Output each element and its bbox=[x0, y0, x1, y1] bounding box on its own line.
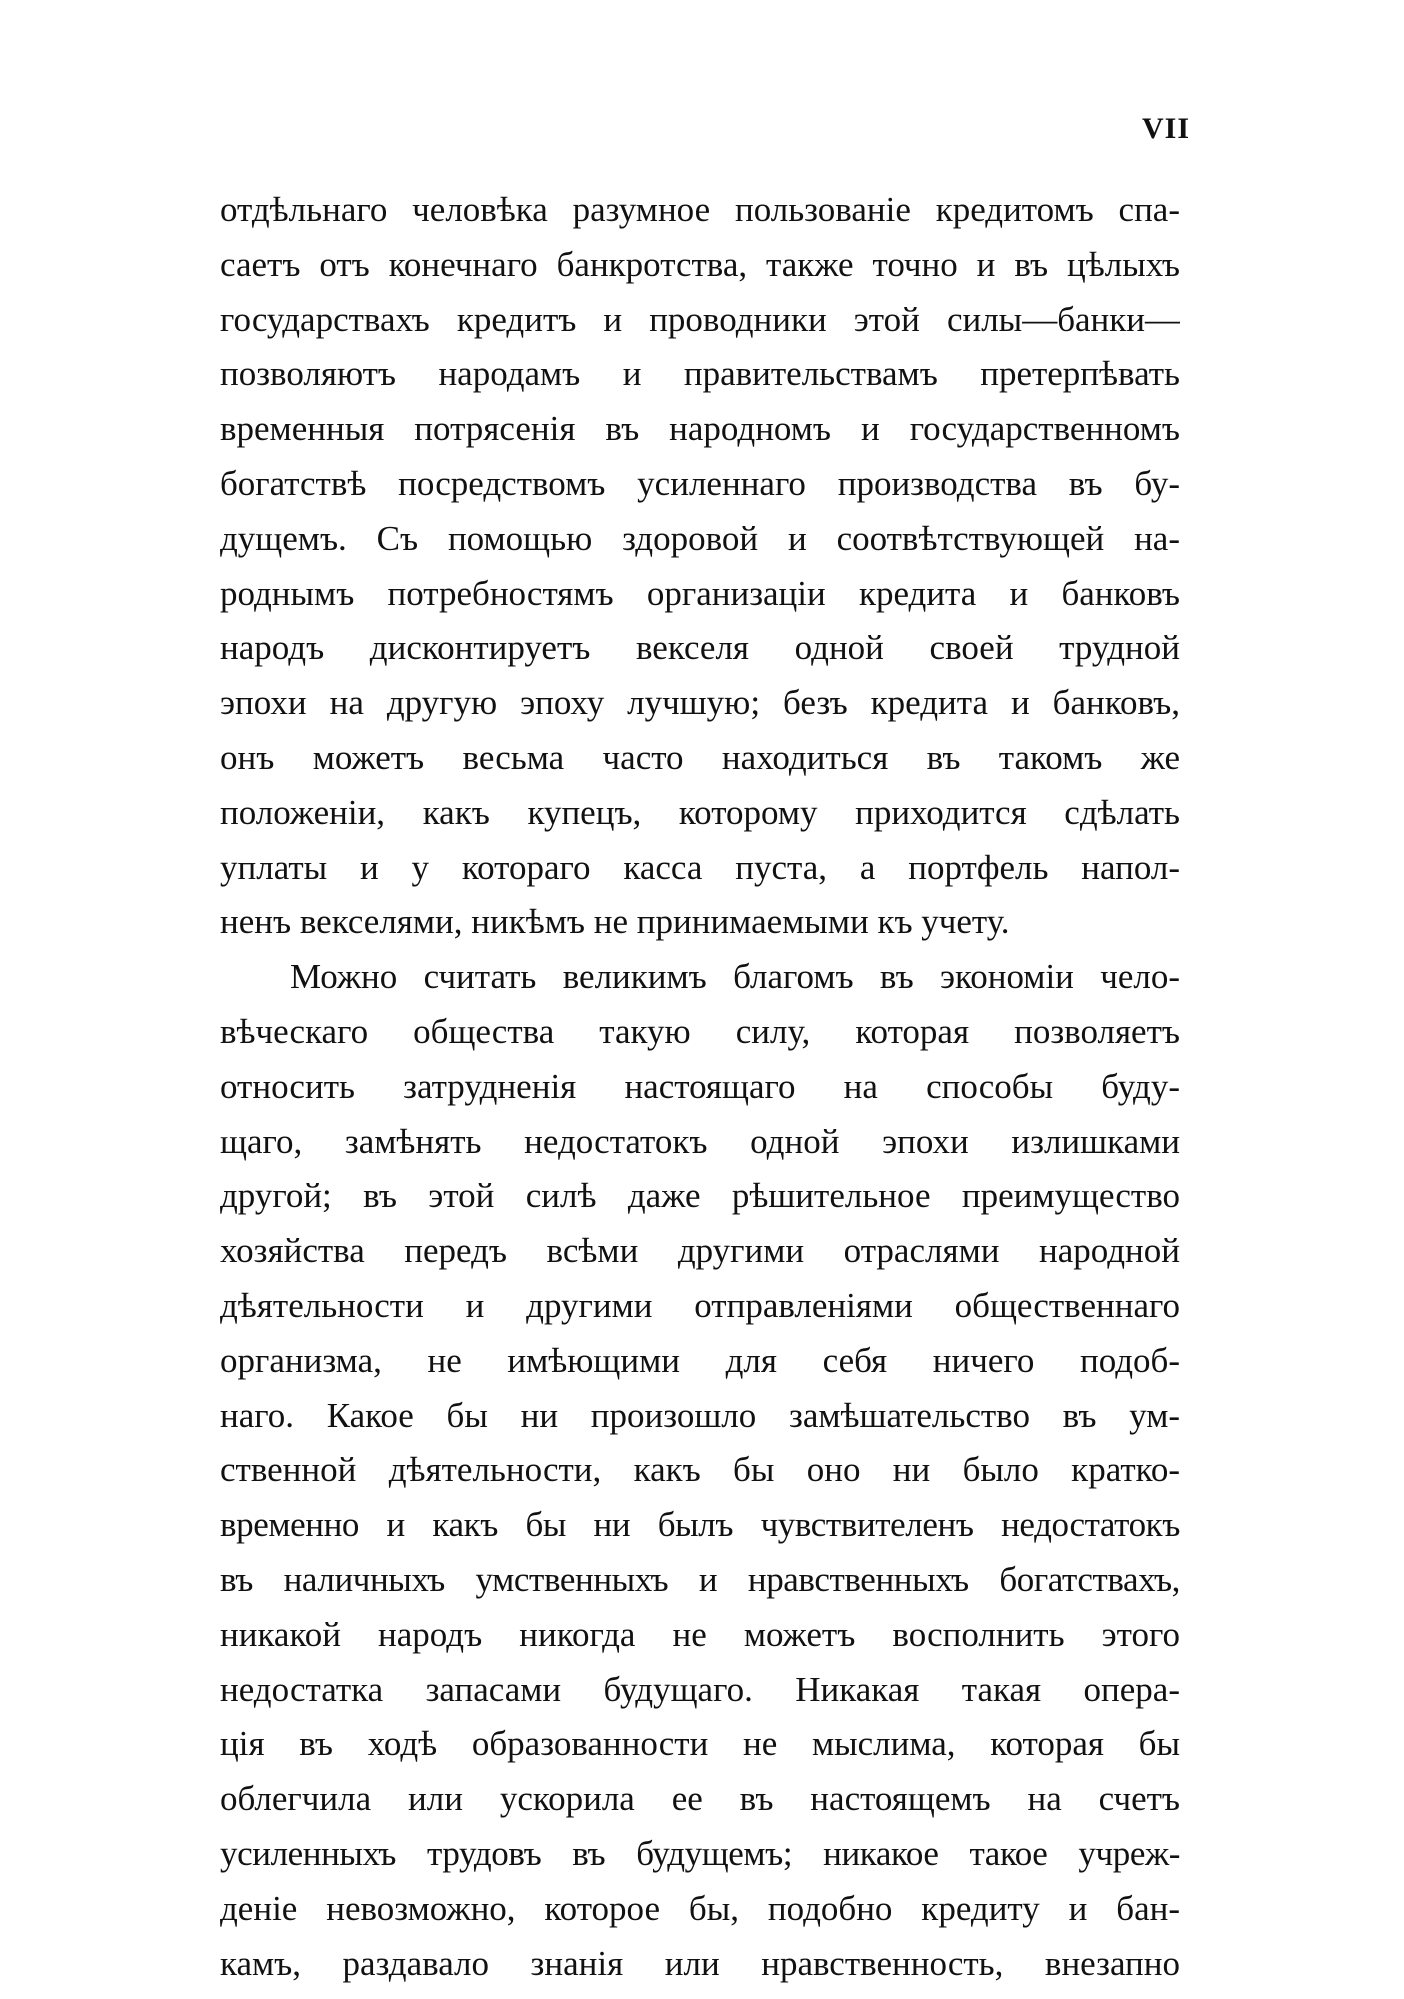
paragraph-1 bbox=[220, 183, 1180, 950]
body-text bbox=[220, 183, 1180, 1991]
text-line: государствахъ кредитъ и проводники этой силы—банки— bbox=[220, 299, 1180, 339]
text-line: организма, не имѣющими для себя ничего подоб- bbox=[220, 1340, 1180, 1380]
text-line: усиленныхъ трудовъ въ будущемъ; никакое такое учреж- bbox=[220, 1833, 1180, 1873]
text-line: никакой народъ никогда не можетъ восполнить этого bbox=[220, 1614, 1180, 1654]
text-line: богатствѣ посредствомъ усиленнаго производства въ бу- bbox=[220, 463, 1180, 503]
text-line: дущемъ. Съ помощью здоровой и соотвѣтствующей на- bbox=[220, 518, 1180, 558]
text-line: облегчила или ускорила ее въ настоящемъ на счетъ bbox=[220, 1779, 1180, 1819]
text-line: ція въ ходѣ образованности не мыслима, которая бы bbox=[220, 1724, 1180, 1764]
text-line: другой; въ этой силѣ даже рѣшительное преимущество bbox=[220, 1176, 1180, 1216]
text-line: вѣческаго общества такую силу, которая позволяетъ bbox=[220, 1011, 1180, 1051]
text-line: хозяйства передъ всѣми другими отраслями народной bbox=[220, 1231, 1180, 1271]
text-line: въ наличныхъ умственныхъ и нравственныхъ богатствахъ, bbox=[220, 1559, 1180, 1599]
text-line: щаго, замѣнять недостатокъ одной эпохи излишками bbox=[220, 1121, 1180, 1161]
text-line: временно и какъ бы ни былъ чувствителенъ недостатокъ bbox=[220, 1505, 1180, 1545]
text-line: относить затрудненія настоящаго на способы буду- bbox=[220, 1066, 1180, 1106]
text-line: камъ, раздавало знанія или нравственность, внезапно bbox=[220, 1943, 1180, 1983]
text-line: Можно считать великимъ благомъ въ экономіи чело- bbox=[290, 957, 1180, 997]
text-line: недостатка запасами будущаго. Никакая такая опера- bbox=[220, 1669, 1180, 1709]
text-line: саетъ отъ конечнаго банкротства, также точно и въ цѣлыхъ bbox=[220, 244, 1180, 284]
text-line: наго. Какое бы ни произошло замѣшательство въ ум- bbox=[220, 1395, 1180, 1435]
text-line: положеніи, какъ купецъ, которому приходится сдѣлать bbox=[220, 792, 1180, 832]
text-line: уплаты и у котораго касса пуста, а портфель напол- bbox=[220, 847, 1180, 887]
text-line: позволяютъ народамъ и правительствамъ претерпѣвать bbox=[220, 354, 1180, 394]
text-line: деніе невозможно, которое бы, подобно кредиту и бан- bbox=[220, 1888, 1180, 1928]
paragraph-2 bbox=[220, 950, 1180, 1991]
text-line: народъ дисконтируетъ векселя одной своей трудной bbox=[220, 628, 1180, 668]
text-line: дѣятельности и другими отправленіями общественнаго bbox=[220, 1285, 1180, 1325]
text-line: временныя потрясенія въ народномъ и государственномъ bbox=[220, 409, 1180, 449]
text-line: отдѣльнаго человѣка разумное пользованіе кредитомъ спа- bbox=[220, 190, 1180, 229]
text-line: эпохи на другую эпоху лучшую; безъ кредита и банковъ, bbox=[220, 683, 1180, 723]
text-line: роднымъ потребностямъ организаціи кредита и банковъ bbox=[220, 573, 1180, 613]
page-number: VII bbox=[1141, 112, 1190, 145]
text-line: ненъ векселями, никѣмъ не принимаемыми къ учету. bbox=[220, 902, 1010, 942]
text-line: ственной дѣятельности, какъ бы оно ни было кратко- bbox=[220, 1450, 1180, 1490]
text-line: онъ можетъ весьма часто находиться въ такомъ же bbox=[220, 737, 1180, 777]
